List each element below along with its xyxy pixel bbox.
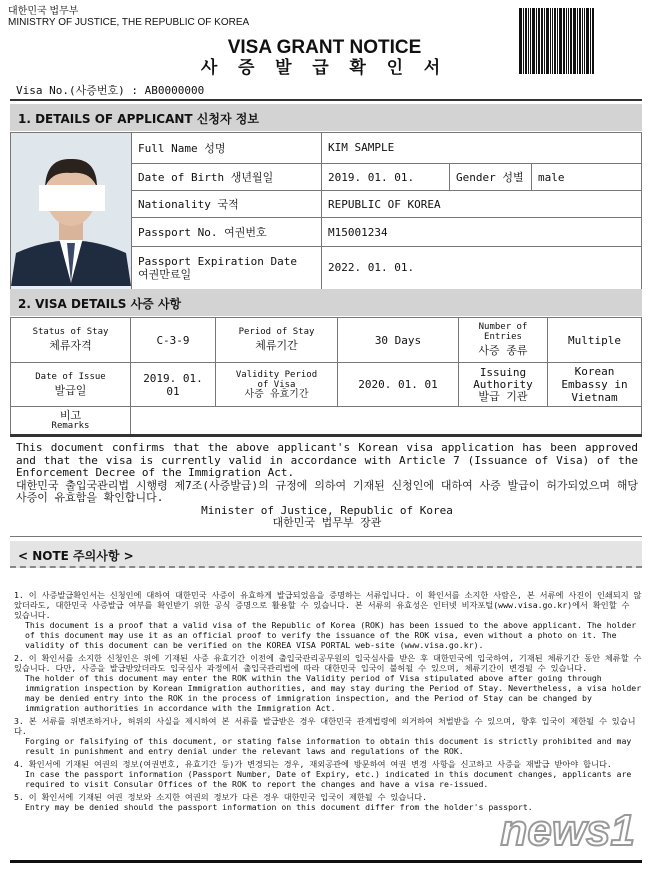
issue-label-ko: 발급일	[54, 383, 87, 397]
full-name-label: Full Name 성명	[132, 133, 322, 164]
statement-en: This document confirms that the above applicant's Korean visa application has been approved and that the visa is currently valid in accordance with Article 7 (Issuance of Visa) of the Enforcement Decree of the Immigration Act.	[16, 441, 638, 479]
entries-label-ko: 사증 종류	[478, 344, 528, 357]
period-label-en: Period of Stay	[238, 327, 315, 337]
section-applicant-header: 1. DETAILS OF APPLICANT 신청자 정보	[10, 104, 642, 131]
entries-value: Multiple	[548, 318, 642, 363]
ministry-ko: 대한민국 법무부	[8, 6, 79, 17]
photo-icon	[11, 133, 131, 286]
note-item	[14, 653, 642, 713]
section-visa-header: 2. VISA DETAILS 사증 사항	[10, 289, 642, 316]
applicant-table	[10, 132, 642, 290]
period-value: 30 Days	[338, 318, 459, 363]
applicant-photo	[11, 133, 132, 290]
remarks-label-en: Remarks	[51, 420, 90, 431]
note-ko: 2. 이 확인서를 소지한 신청인은 위에 기재된 사증 유효기간 이전에 출입국관리공무원의 입국심사를 받은 후 대한민국에 입국하여, 기재된 체류기간 동안 체류할 수 있습니다. 다만, 사증을 발급받았더라도 입국심사 과정에서 출입국관리법에 따라 대한민국 입국이 불허될 수 있으며, 체류기간이 변경될 수 있습니다.	[14, 653, 642, 673]
period-label-ko: 체류기간	[255, 339, 298, 352]
signature-en: Minister of Justice, Republic of Korea	[201, 503, 453, 517]
note-en: The holder of this document may enter the ROK within the Validity period of Visa stipulated above after going through immigration inspection by Korean Immigration authorities, and may stay during the Period of Stay. Nevertheless, a visa holder may be denied entry into the ROK in the process of immigration inspection, and the Period of Stay can be changed by immigration authorities in accordance with the Immigration Act.	[25, 673, 642, 713]
divider	[10, 434, 642, 437]
divider	[10, 99, 642, 101]
visa-no-value: AB0000000	[144, 84, 205, 97]
status-value: C-3-9	[131, 318, 216, 363]
signature-ko: 대한민국 법무부 장관	[272, 516, 382, 529]
remarks-value	[131, 407, 642, 435]
divider	[10, 860, 642, 863]
note-item	[14, 759, 642, 789]
status-label-ko: 체류자격	[49, 339, 92, 352]
gender-label: Gender 성별	[450, 163, 532, 191]
note-en: In case the passport information (Passport Number, Date of Expiry, etc.) indicated in this document changes, applicants are required to visit Consular Offices of the ROK to report the changes and have a visa re-issued.	[25, 769, 632, 789]
notes-header: < NOTE 주의사항 >	[10, 541, 642, 568]
note-ko: 5. 이 확인서에 기재된 여권 정보와 소지한 여권의 정보가 다른 경우 대한민국 입국이 제한될 수 있습니다.	[14, 792, 428, 802]
gender-value: male	[532, 163, 642, 191]
full-name-value: KIM SAMPLE	[322, 133, 642, 164]
expiry-value: 2022. 01. 01.	[322, 246, 642, 289]
note-en: Forging or falsifying of this document, or stating false information to obtain this document is strictly prohibited and may result in punishment and entry denial under the relevant laws and regulations of the ROK.	[25, 736, 632, 756]
statement	[16, 442, 638, 530]
note-ko: 3. 본 서류를 위변조하거나, 허위의 사실을 제시하여 본 서류를 발급받은 경우 대한민국 관계법령에 의거하여 처벌받을 수 있으며, 향후 입국이 제한될 수 있습니다.	[14, 716, 636, 736]
remarks-label-ko: 비고	[59, 408, 82, 422]
ministry-header	[8, 6, 249, 28]
notes-list	[14, 590, 642, 815]
statement-ko: 대한민국 출입국관리법 시행령 제7조(사증발급)의 규정에 의하여 기재된 신청인에 대하여 사증 발급이 허가되었으며 해당 사증이 유효함을 확인합니다.	[16, 478, 638, 504]
validity-label-ko: 사증 유효기간	[244, 388, 309, 400]
passport-value: M15001234	[322, 218, 642, 247]
note-ko: 4. 확인서에 기재된 여권의 정보(여권번호, 유효기간 등)가 변경되는 경우, 재외공관에 방문하여 여권 변경 사항을 신고하고 사증을 재발급 받아야 합니다.	[14, 759, 612, 769]
note-item	[14, 590, 642, 650]
passport-label: Passport No. 여권번호	[132, 218, 322, 247]
status-label-en: Status of Stay	[32, 327, 109, 337]
authority-value: Korean Embassy in Vietnam	[548, 363, 642, 407]
visa-no-label: Visa No.(사증번호) :	[16, 84, 145, 97]
nationality-label: Nationality 국적	[132, 191, 322, 218]
authority-label-ko: 발급 기관	[478, 389, 528, 403]
dob-value: 2019. 01. 01.	[322, 163, 450, 191]
issue-label-en: Date of Issue	[35, 371, 106, 382]
title-en: VISA GRANT NOTICE	[227, 37, 422, 58]
watermark-logo: news1	[500, 806, 635, 855]
ministry-en: MINISTRY OF JUSTICE, THE REPUBLIC OF KOREA	[8, 17, 250, 28]
note-ko: 1. 이 사증발급확인서는 신청인에 대하여 대한민국 사증이 유효하게 발급되었음을 증명하는 서류입니다. 이 확인서를 소지한 사람은, 본 서류에 사진이 인쇄되지 않았더라도, 대한민국 사증발급 여부를 확인받기 위한 공식 증명으로 활용할 수 있습니다. 본 서류의 유효성은 인터넷 비자포털(www.visa.go.kr)에서 확인할 수 있습니다.	[14, 590, 642, 620]
note-en: Entry may be denied should the passport information on this document differ from the holder's passport.	[25, 802, 533, 812]
expiry-label	[132, 246, 322, 289]
authority-label-en: Issuing Authority	[473, 365, 533, 391]
expiry-label-ko: 여권만료일	[138, 267, 192, 281]
validity-label-en: Validity Period of Visa	[235, 369, 318, 390]
entries-label-en: Number of Entries	[478, 322, 528, 342]
divider	[10, 536, 642, 537]
note-item	[14, 716, 642, 756]
issue-value: 2019. 01. 01	[131, 363, 216, 407]
note-en: This document is a proof that a valid visa of the Republic of Korea (ROK) has been issued to the above applicant. The holder of this document may use it as an official proof to verify the issuance of the ROK visa, even without a photo on it. The validity of this document can be verified on the KOREA VISA PORTAL web-site (www.visa.go.kr).	[25, 620, 637, 650]
expiry-label-en: Passport Expiration Date	[138, 254, 297, 268]
page-title	[0, 38, 649, 78]
dob-label: Date of Birth 생년월일	[132, 163, 322, 191]
visa-number	[16, 82, 204, 98]
validity-value: 2020. 01. 01	[338, 363, 459, 407]
visa-table	[10, 317, 642, 435]
nationality-value: REPUBLIC OF KOREA	[322, 191, 642, 218]
title-ko: 사 증 발 급 확 인 서	[200, 58, 449, 77]
